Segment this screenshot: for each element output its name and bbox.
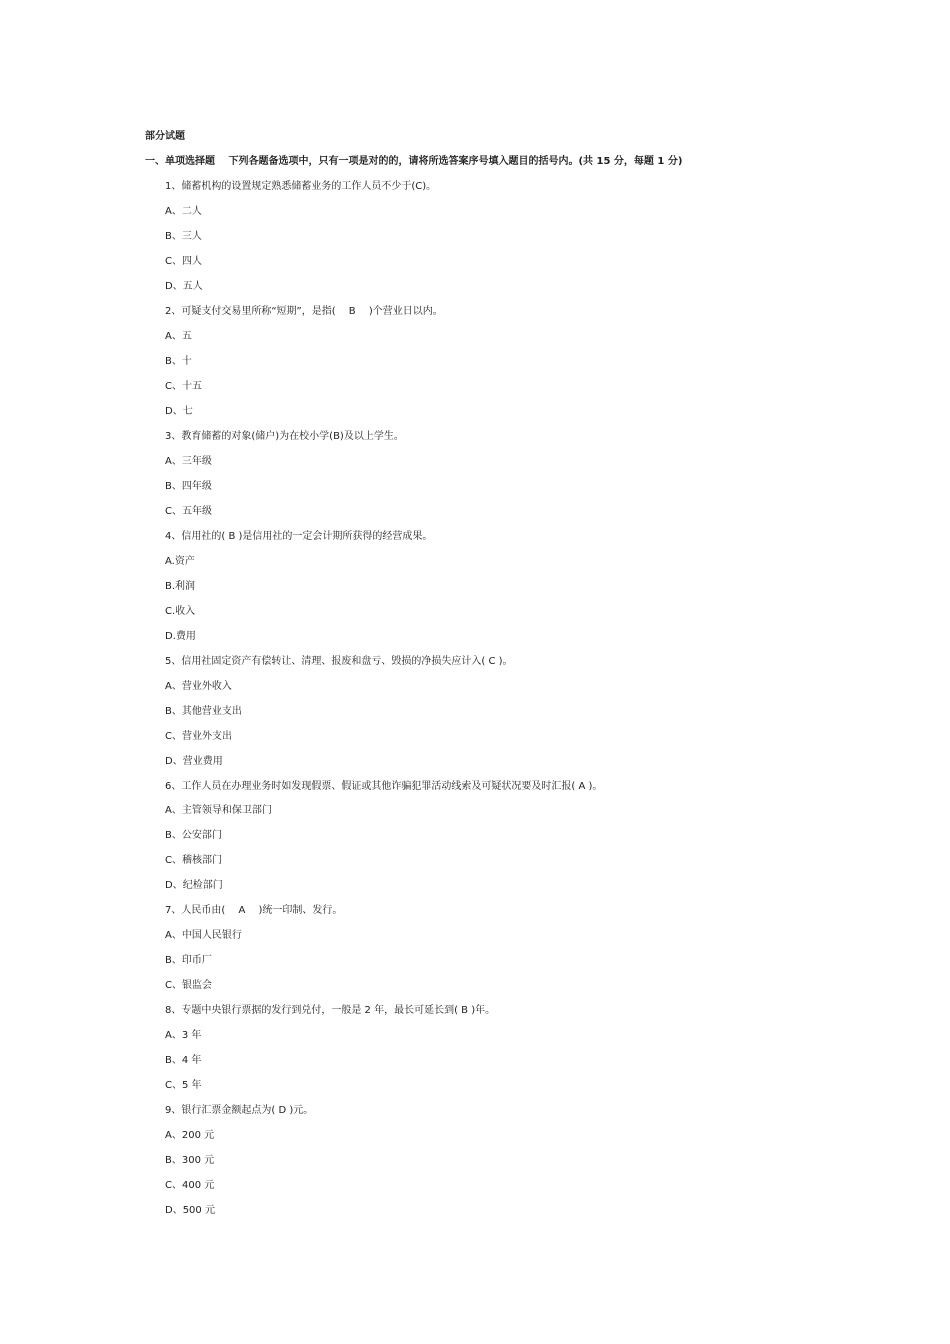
answer-option: C、四人: [165, 256, 202, 267]
answer-option: A、200 元: [165, 1130, 215, 1141]
answer-option: B、4 年: [165, 1055, 202, 1066]
answer-option: C.收入: [165, 606, 196, 617]
answer-option: C、5 年: [165, 1080, 202, 1091]
answer-option: B、三人: [165, 231, 202, 242]
answer-option: B、印币厂: [165, 955, 212, 966]
answer-option: C、400 元: [165, 1180, 215, 1191]
answer-option: A、中国人民银行: [165, 930, 242, 941]
question-stem: 7、人民币由( A )统一印制、发行。: [165, 905, 343, 916]
question-stem: 4、信用社的( B )是信用社的一定会计期所获得的经营成果。: [165, 531, 433, 542]
answer-option: D、500 元: [165, 1205, 215, 1216]
answer-option: A、三年级: [165, 456, 212, 467]
answer-option: B、公安部门: [165, 830, 222, 841]
question-stem: 2、可疑支付交易里所称“短期”，是指( B )个营业日以内。: [165, 306, 443, 317]
answer-option: D、纪检部门: [165, 880, 223, 891]
answer-option: D、七: [165, 406, 193, 417]
answer-option: A、主管领导和保卫部门: [165, 805, 272, 816]
answer-option: D、五人: [165, 281, 203, 292]
question-stem: 5、信用社固定资产有偿转让、清理、报废和盘亏、毁损的净损失应计入( C )。: [165, 656, 513, 667]
section-header: 一、单项选择题 下列各题备选项中，只有一项是对的的，请将所选答案序号填入题目的括号内。(共 15 分，每题 1 分): [145, 156, 683, 167]
answer-option: C、营业外支出: [165, 731, 232, 742]
doc-title: 部分试题: [145, 131, 185, 142]
answer-option: B、四年级: [165, 481, 212, 492]
question-stem: 9、银行汇票金额起点为( D )元。: [165, 1105, 314, 1116]
answer-option: C、银监会: [165, 980, 212, 991]
answer-option: D.费用: [165, 631, 196, 642]
question-stem: 3、教育储蓄的对象(储户)为在校小学(B)及以上学生。: [165, 431, 404, 442]
answer-option: B、其他营业支出: [165, 706, 242, 717]
answer-option: C、十五: [165, 381, 202, 392]
answer-option: A、二人: [165, 206, 202, 217]
question-stem: 8、专题中央银行票据的发行到兑付，一般是 2 年，最长可延长到( B )年。: [165, 1005, 496, 1016]
answer-option: B、十: [165, 356, 192, 367]
question-stem: 1、储蓄机构的设置规定熟悉储蓄业务的工作人员不少于(C)。: [165, 181, 437, 192]
question-stem: 6、工作人员在办理业务时如发现假票、假证或其他诈骗犯罪活动线索及可疑状况要及时汇报( A )。: [165, 781, 603, 792]
answer-option: A、3 年: [165, 1030, 202, 1041]
answer-option: B.利润: [165, 581, 196, 592]
answer-option: D、营业费用: [165, 756, 223, 767]
answer-option: A、营业外收入: [165, 681, 232, 692]
answer-option: A、五: [165, 331, 192, 342]
answer-option: C、稽核部门: [165, 855, 222, 866]
answer-option: A.资产: [165, 556, 195, 567]
answer-option: B、300 元: [165, 1155, 215, 1166]
answer-option: C、五年级: [165, 506, 212, 517]
